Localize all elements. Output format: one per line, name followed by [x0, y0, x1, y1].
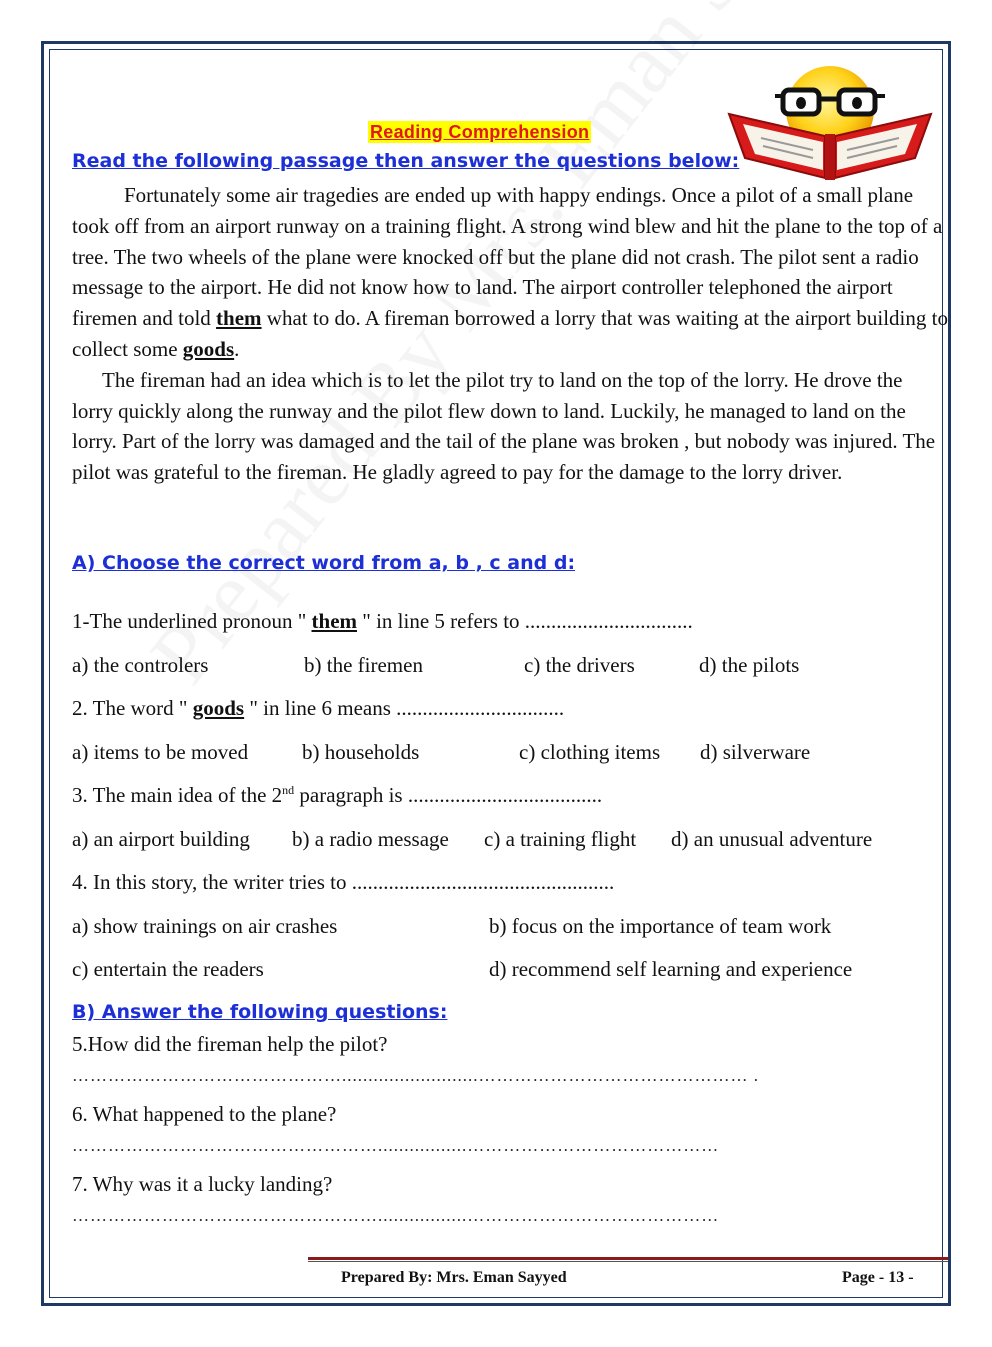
q1-option-c: c) the drivers — [524, 653, 635, 677]
q4-option-a: a) show trainings on air crashes — [72, 914, 338, 938]
question-3: 3. The main idea of the 2nd paragraph is ..................................... — [72, 783, 603, 807]
q3-option-b: b) a radio message — [292, 827, 449, 851]
q2-option-c: c) clothing items — [519, 740, 661, 764]
q2-option-a: a) items to be moved — [72, 740, 249, 764]
reading-passage — [72, 180, 948, 488]
q1-option-d: d) the pilots — [699, 653, 800, 677]
question-1: 1-The underlined pronoun " them " in line 5 refers to ................................ — [72, 609, 693, 633]
question-5: 5.How did the fireman help the pilot? — [72, 1032, 388, 1056]
q2-option-d: d) silverware — [700, 740, 811, 764]
question-6: 6. What happened to the plane? — [72, 1102, 337, 1126]
q1-option-a: a) the controlers — [72, 653, 209, 677]
q1-option-b: b) the firemen — [304, 653, 423, 677]
q2-option-b: b) households — [302, 740, 420, 764]
q4-option-d: d) recommend self learning and experience — [489, 957, 853, 981]
passage-paragraph-1: Fortunately some air tragedies are ended up with happy endings. Once a pilot of a small plane took off from an airport runway on a training flight. A strong wind blew and hit the plane to the top of a tree. The two wheels of the plane were knocked off but the plane did not crash. The pilot sent a radio message to the airport. He did not know how to land. The airport controller telephoned the airport firemen and told them what to do. A fireman borrowed a lorry that was waiting at the airport building to collect some goods. — [72, 183, 948, 361]
section-a-heading: A) Choose the correct word from a, b , c and d: — [72, 552, 576, 574]
passage-paragraph-2: The fireman had an idea which is to let the pilot try to land on the top of the lorry. He drove the lorry quickly along the runway and the pilot flew down to land. Luckily, he managed to land on the lorry. Part of the lorry was damaged and the tail of the plane was broken , but nobody was injured. The pilot was grateful to the fireman. He gladly agreed to pay for the damage to the lorry driver. — [72, 367, 936, 485]
q4-option-b: b) focus on the importance of team work — [489, 914, 832, 938]
reading-mascot-icon — [725, 66, 935, 186]
question-2: 2. The word " goods " in line 6 means ................................ — [72, 696, 565, 720]
footer-rule-top — [308, 1257, 948, 1260]
underlined-word-goods: goods — [182, 336, 235, 361]
q3-option-d: d) an unusual adventure — [671, 827, 873, 851]
q3-option-a: a) an airport building — [72, 827, 250, 851]
answer-line-7[interactable]: …………………………………………….................…………………………………… — [72, 1206, 720, 1225]
question-4: 4. In this story, the writer tries to .................................................. — [72, 870, 615, 894]
page-title: Reading Comprehension — [370, 122, 590, 142]
q4-option-c: c) entertain the readers — [72, 957, 264, 981]
q3-option-c: c) a training flight — [484, 827, 637, 851]
underlined-word-them: them — [216, 306, 262, 331]
answer-line-6[interactable]: …………………………………………….................…………………………………… — [72, 1136, 720, 1155]
answer-line-5[interactable]: ………………………………………..........................……………………………………… . — [72, 1066, 759, 1085]
footer-page-number: Page - 13 - — [842, 1269, 914, 1286]
instruction-heading: Read the following passage then answer the questions below: — [72, 150, 740, 172]
question-7: 7. Why was it a lucky landing? — [72, 1172, 333, 1196]
footer-rule-bottom — [308, 1261, 948, 1262]
section-b-heading: B) Answer the following questions: — [72, 1001, 448, 1023]
footer-author: Prepared By: Mrs. Eman Sayyed — [341, 1269, 567, 1286]
